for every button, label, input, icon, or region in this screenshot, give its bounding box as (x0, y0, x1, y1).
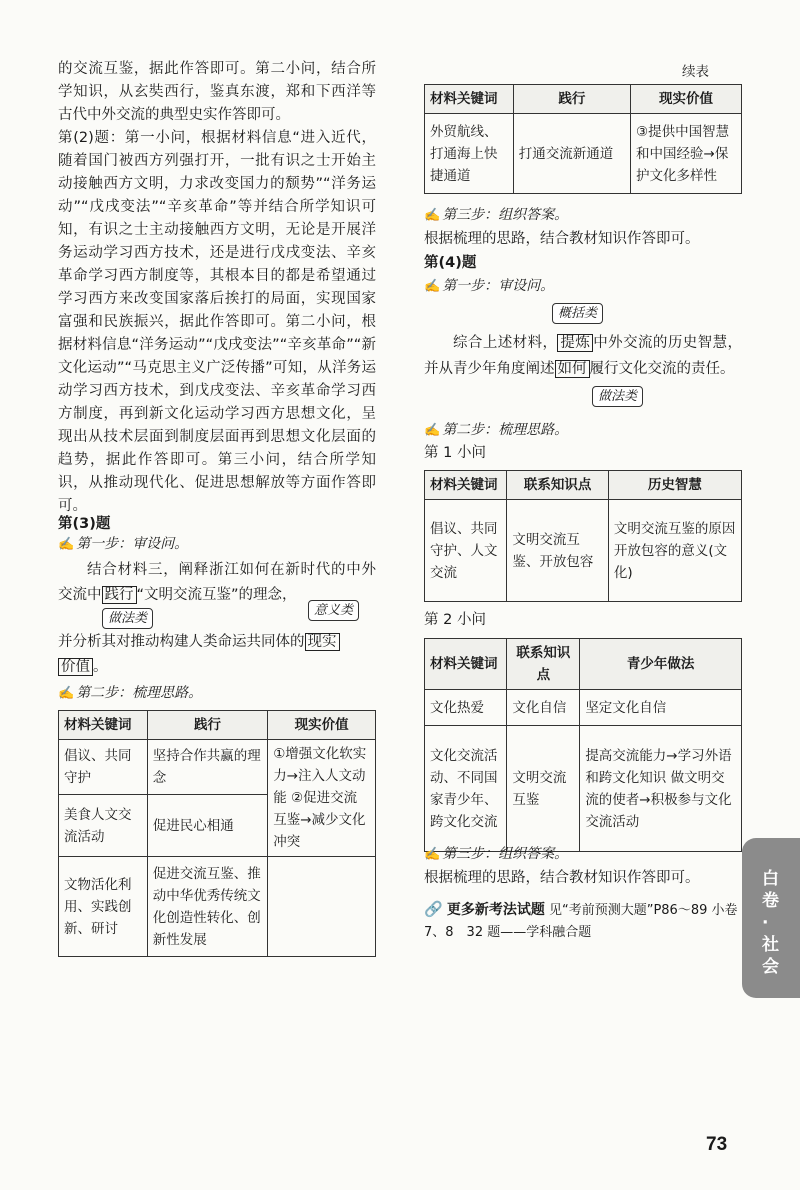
q3-step2: ✍ 第二步：梳理思路。 (58, 682, 202, 705)
q3-heading: 第(3)题 (58, 516, 111, 532)
table-cell: 文明交流互鉴 (507, 726, 580, 852)
table-cell: 提高交流能力→学习外语和跨文化知识 做文明交流的使者→积极参与文化交流活动 (580, 726, 742, 852)
table-cell: 外贸航线、打通海上快捷通道 (425, 114, 514, 194)
table-cell: 倡议、共同守护、人文交流 (425, 500, 507, 602)
q3-table (58, 710, 376, 957)
q3-step3: ✍ 第三步：组织答案。 (424, 204, 568, 227)
q4-step1: ✍ 第一步：审设问。 (424, 275, 554, 298)
callout-method-type: 做法类 (102, 608, 153, 629)
q3-question-cont: 并分析其对推动构建人类命运共同体的 现实 价值 。 (58, 630, 376, 680)
table-cell: 坚定文化自信 (580, 690, 742, 726)
link-icon: 🔗 (424, 900, 443, 918)
pen-icon: ✍ (58, 686, 75, 701)
table-header: 材料关键词 (425, 85, 514, 114)
table-cell: 文化交流活动、不同国家青少年、跨文化交流 (425, 726, 507, 852)
step-label: 第一步：审设问。 (76, 536, 189, 552)
q3-question: 结合材料三，阐释浙江如何在新时代的中外交流中 践行 “文明交流互鉴”的理念， (58, 562, 376, 603)
pen-icon: ✍ (424, 208, 441, 223)
q4-step2: ✍ 第二步：梳理思路。 (424, 419, 568, 442)
table-header: 材料关键词 (425, 639, 507, 690)
table-cell: 促进民心相通 (147, 795, 267, 857)
table-cell: 文物活化利用、实践创新、研讨 (59, 857, 148, 957)
table-header: 践行 (147, 711, 267, 740)
table-cell: 促进交流互鉴、推动中华优秀传统文化创造性转化、创新性发展 (147, 857, 267, 957)
side-tab: 白卷·社会 (742, 838, 800, 998)
q4-table-2 (424, 638, 742, 852)
pen-icon: ✍ (58, 537, 75, 552)
pen-icon: ✍ (424, 847, 441, 862)
table-cell: 文化自信 (507, 690, 580, 726)
table-cell: 文明交流互鉴、开放包容 (507, 500, 608, 602)
q3-step1 (58, 533, 188, 556)
paragraph-q1-tail: 的交流互鉴，据此作答即可。第二小问，结合所学知识，从玄奘西行，鉴真东渡，郑和下西洋等古代中外交流的典型史实作答即可。 (58, 61, 376, 123)
answer-paragraph-2: 根据梳理的思路，结合教材知识作答即可。 (424, 870, 700, 886)
keyword-box-how: 如何 (555, 360, 590, 378)
more-questions-link[interactable]: 🔗 更多新考法试题 见“考前预测大题”P86～89 小卷 7、8 32 题——学科融合题 (424, 900, 738, 940)
table-cell (268, 857, 376, 957)
table-cell: ③提供中国智慧和中国经验→保护文化多样性 (631, 114, 742, 194)
table-cell: 打通交流新通道 (513, 114, 630, 194)
table-cell: 坚持合作共赢的理念 (147, 740, 267, 795)
table-header: 联系知识点 (507, 639, 580, 690)
sub-question-2: 第 2 小问 (424, 612, 486, 628)
q4-heading: 第(4)题 (424, 255, 477, 271)
q4-table-1 (424, 470, 742, 602)
table-header: 材料关键词 (59, 711, 148, 740)
answer-paragraph: 根据梳理的思路，结合教材知识作答即可。 (424, 231, 700, 247)
q4-step3: ✍ 第三步：组织答案。 (424, 843, 568, 866)
paragraph-q2-analysis: 第(2)题：第一小问，根据材料信息“进入近代，随着国门被西方列强打开，一批有识之士开始主动接触西方文明，力求改变国力的颓势”“洋务运动”“戊戌变法”“辛亥革命”等并结合所学知识可知，有识之士主动接触西方文明，无论是开展洋务运动学习西方技术，还是进行戊戌变法、辛亥革命学习西方制度等，其根本目的都是希望通过学习西方来改变国家落后挨打的局面，实现国家富强和民族振兴，据此作答即可。第二小问，根据材料信息“洋务运动”“戊戌变法”“辛亥革命”“新文化运动”“马克思主义广泛传播”可知，从洋务运动学习西方技术，到戊戌变法、辛亥革命学习西方制度，再到新文化运动学习西方思想文化，呈现出从技术层面到制度层面再到思想文化层面的趋势，据此作答即可。第三小问，结合所学知识，从推动现代化、促进思想解放等方面作答即可。 (58, 130, 376, 514)
table-header: 历史智慧 (608, 471, 741, 500)
table-header: 现实价值 (631, 85, 742, 114)
pen-icon: ✍ (424, 423, 441, 438)
page-number: 73 (706, 1134, 728, 1155)
callout-meaning-type: 意义类 (308, 600, 359, 621)
table-header: 青少年做法 (580, 639, 742, 690)
callout-method-type-2: 做法类 (592, 386, 643, 407)
table-header: 践行 (513, 85, 630, 114)
keyword-box-extract: 提炼 (557, 334, 593, 352)
table-header: 现实价值 (268, 711, 376, 740)
continued-table (424, 84, 742, 194)
table-cell: 美食人文交流活动 (59, 795, 148, 857)
table-cell: 文明交流互鉴的原因 开放包容的意义(文化) (608, 500, 741, 602)
pen-icon: ✍ (424, 279, 441, 294)
table-header: 联系知识点 (507, 471, 608, 500)
table-cell: 倡议、共同守护 (59, 740, 148, 795)
table-cell: 文化热爱 (425, 690, 507, 726)
keyword-box-value: 现实 (305, 633, 340, 651)
table-cell-value-merged: ①增强文化软实力→注入人文动能 ②促进交流互鉴→减少文化冲突 (268, 740, 376, 857)
callout-summary-type: 概括类 (552, 303, 603, 324)
keyword-box-practice: 践行 (102, 586, 137, 604)
table-header: 材料关键词 (425, 471, 507, 500)
q4-question: 综合上述材料， 提炼 中外交流的历史智慧，并从青少年角度阐述 如何 履行文化交流的责任。 (424, 335, 743, 377)
sub-question-1: 第 1 小问 (424, 445, 486, 461)
continued-label: 续表 (682, 64, 709, 80)
